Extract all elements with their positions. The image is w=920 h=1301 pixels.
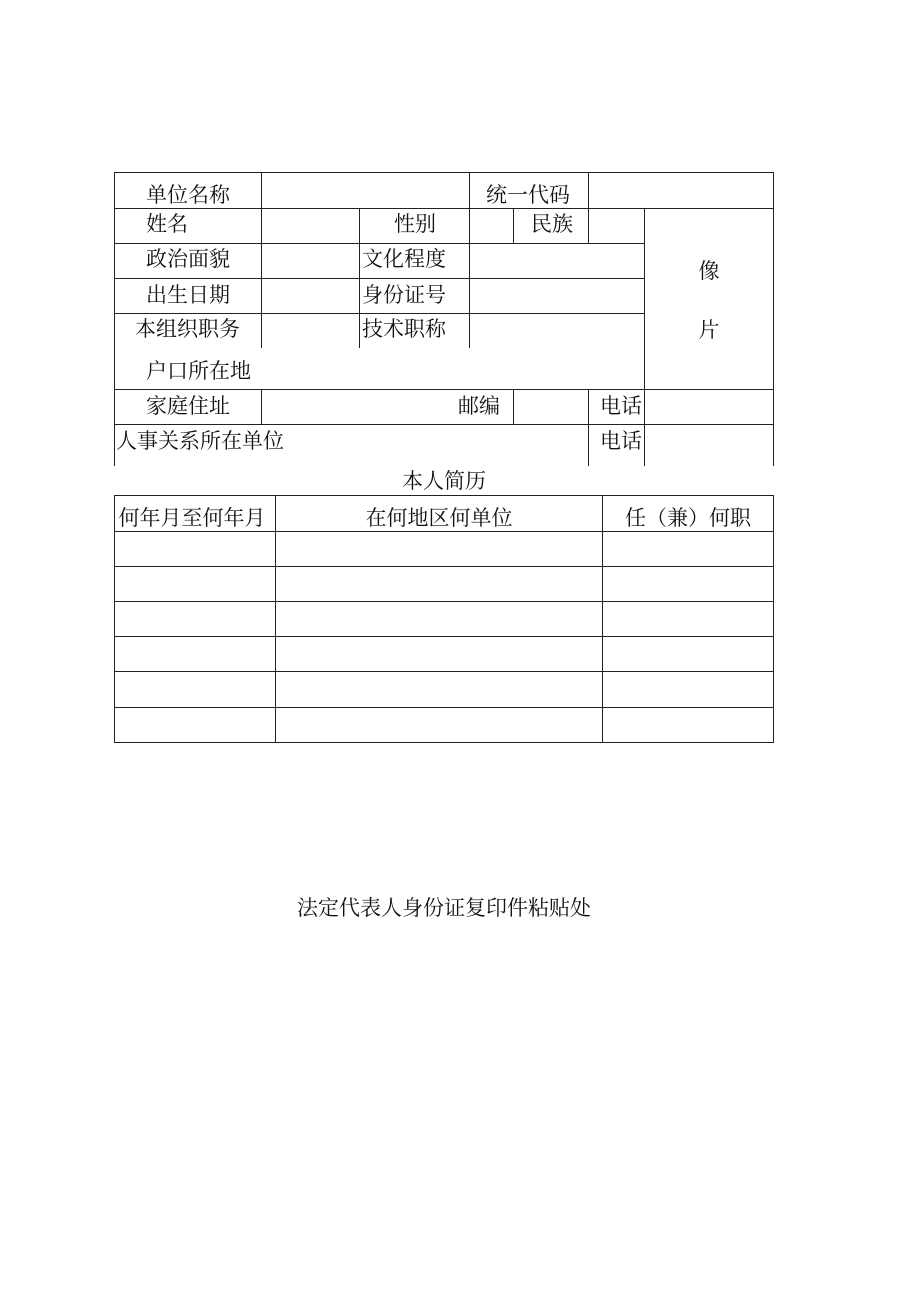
resume-title: 本人简历: [402, 469, 486, 493]
unit-cell[interactable]: [276, 672, 602, 707]
resume-border-right: [773, 495, 774, 743]
period-cell[interactable]: [115, 602, 275, 636]
unit-cell[interactable]: [276, 567, 602, 601]
education-label: 文化程度: [362, 247, 446, 271]
unified-code-label: 统一代码: [486, 183, 570, 207]
period-cell[interactable]: [115, 532, 275, 566]
photo-label: 片: [698, 318, 720, 342]
position-cell[interactable]: [603, 567, 773, 601]
period-cell[interactable]: [115, 567, 275, 601]
photo-label: 像: [698, 259, 720, 283]
position-cell[interactable]: [603, 602, 773, 636]
unit-phone-field[interactable]: [645, 425, 773, 466]
org-position-field[interactable]: [262, 314, 359, 348]
unit-cell[interactable]: [276, 708, 602, 742]
phone-label: 电话: [600, 394, 642, 418]
ethnicity-label: 民族: [531, 212, 573, 236]
form-line: [513, 208, 514, 243]
name-label: 姓名: [146, 212, 188, 236]
tech-title-label: 技术职称: [362, 317, 446, 341]
id-copy-paste-area[interactable]: [114, 930, 774, 1230]
unit-cell[interactable]: [276, 602, 602, 636]
column-header-position: 任（兼）何职: [625, 506, 751, 530]
period-cell[interactable]: [115, 708, 275, 742]
political-status-label: 政治面貌: [146, 247, 230, 271]
hukou-label: 户口所在地: [146, 359, 251, 383]
form-line: [359, 208, 360, 348]
id-number-label: 身份证号: [362, 283, 446, 307]
form-line: [588, 389, 589, 466]
name-field[interactable]: [262, 209, 359, 243]
form-border-left: [114, 172, 115, 466]
org-position-label: 本组织职务: [135, 317, 240, 341]
education-field[interactable]: [470, 244, 644, 278]
tech-title-field[interactable]: [470, 314, 644, 348]
photo-area[interactable]: [645, 209, 773, 389]
unit-name-label: 单位名称: [146, 183, 230, 207]
personnel-unit-label: 人事关系所在单位: [116, 429, 284, 453]
resume-border-top: [114, 495, 774, 496]
home-phone-field[interactable]: [645, 390, 773, 424]
position-cell[interactable]: [603, 672, 773, 707]
political-status-field[interactable]: [262, 244, 359, 278]
resume-border-bottom: [114, 742, 774, 743]
gender-label: 性别: [394, 212, 436, 236]
column-header-period: 何年月至何年月: [118, 506, 266, 530]
position-cell[interactable]: [603, 532, 773, 566]
period-cell[interactable]: [115, 672, 275, 707]
id-number-field[interactable]: [470, 279, 644, 313]
period-cell[interactable]: [115, 637, 275, 671]
home-address-label: 家庭住址: [146, 394, 230, 418]
unit-cell[interactable]: [276, 637, 602, 671]
unit-name-field[interactable]: [262, 173, 469, 208]
unit-cell[interactable]: [276, 532, 602, 566]
ethnicity-field[interactable]: [589, 209, 644, 243]
postcode-field[interactable]: [514, 390, 588, 424]
phone-label: 电话: [600, 429, 642, 453]
birth-date-field[interactable]: [262, 279, 359, 313]
id-copy-area-label: 法定代表人身份证复印件粘贴处: [297, 896, 591, 920]
unified-code-field[interactable]: [589, 173, 773, 208]
personnel-unit-field[interactable]: [300, 425, 588, 466]
gender-field[interactable]: [470, 209, 513, 243]
form-border-right: [773, 172, 774, 466]
postcode-label: 邮编: [458, 394, 500, 418]
home-address-field[interactable]: [262, 390, 452, 424]
hukou-field[interactable]: [262, 350, 644, 389]
column-header-unit: 在何地区何单位: [365, 506, 513, 530]
position-cell[interactable]: [603, 637, 773, 671]
position-cell[interactable]: [603, 708, 773, 742]
birth-date-label: 出生日期: [146, 283, 230, 307]
